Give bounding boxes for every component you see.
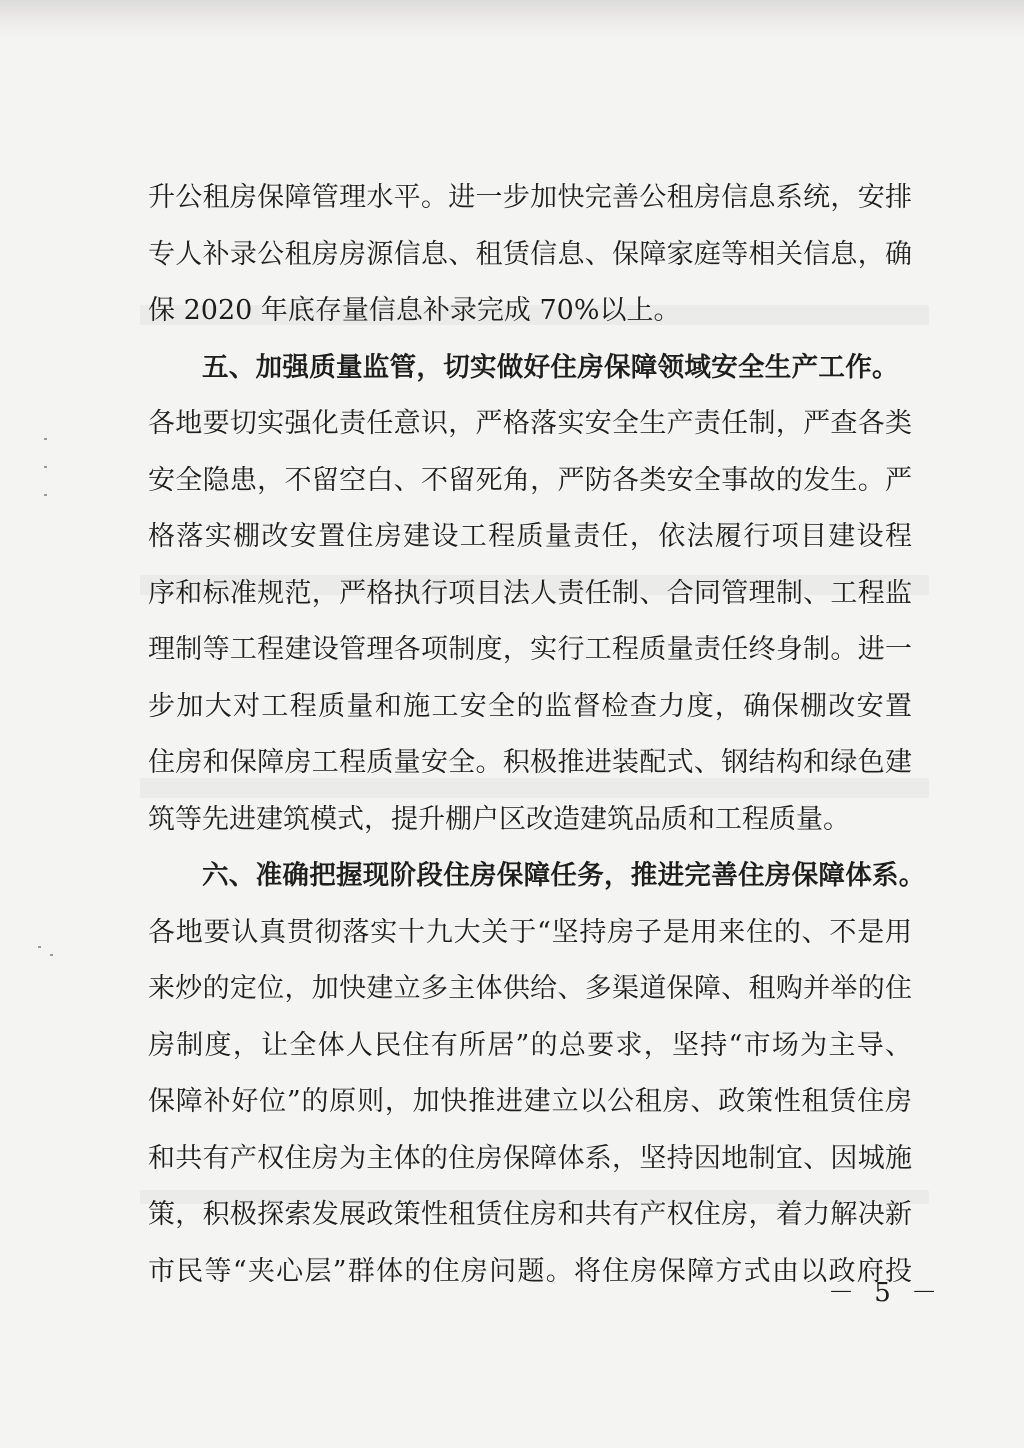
text-line: 市民等“夹心层”群体的住房问题。将住房保障方式由以政府投 <box>148 1255 912 1287</box>
text-line: 保 2020 年底存量信息补录完成 70%以上。 <box>148 295 681 326</box>
scan-top-edge <box>0 0 1024 38</box>
scan-speck <box>44 466 47 468</box>
text-line: 安全隐患，不留空白、不留死角，严防各类安全事故的发生。严 <box>148 464 912 496</box>
scan-speck <box>44 494 47 496</box>
text-line: 升公租房保障管理水平。进一步加快完善公租房信息系统，安排 <box>148 182 912 213</box>
section-heading-6: 六、准确把握现阶段住房保障任务，推进完善住房保障体系。 <box>202 860 926 891</box>
text-line: 保障补好位”的原则，加快推进建立以公租房、政策性租赁住房 <box>148 1086 912 1117</box>
text-line: 策，积极探索发展政策性租赁住房和共有产权住房，着力解决新 <box>148 1199 912 1230</box>
text-line: 步加大对工程质量和施工安全的监督检查力度，确保棚改安置 <box>148 690 912 722</box>
text-line: 各地要认真贯彻落实十九大关于“坚持房子是用来住的、不是用 <box>148 916 912 948</box>
text-line: 和共有产权住房为主体的住房保障体系，坚持因地制宜、因城施 <box>148 1142 912 1174</box>
scan-speck <box>38 946 41 948</box>
scan-speck <box>44 438 47 440</box>
text-line: 专人补录公租房房源信息、租赁信息、保障家庭等相关信息，确 <box>148 238 912 270</box>
text-line: 住房和保障房工程质量安全。积极推进装配式、钢结构和绿色建 <box>148 747 912 778</box>
text-line: 房制度，让全体人民住有所居”的总要求，坚持“市场为主导、 <box>148 1029 912 1061</box>
document-body <box>148 170 926 1300</box>
scan-speck <box>50 954 53 956</box>
text-line: 序和标准规范，严格执行项目法人责任制、合同管理制、工程监 <box>148 577 912 609</box>
page-number: － 5 － <box>828 1278 944 1308</box>
text-line: 来炒的定位，加快建立多主体供给、多渠道保障、租购并举的住 <box>148 973 912 1004</box>
text-line: 理制等工程建设管理各项制度，实行工程质量责任终身制。进一 <box>148 634 912 665</box>
section-heading-5: 五、加强质量监管，切实做好住房保障领域安全生产工作。 <box>202 351 899 383</box>
text-line: 筑等先进建筑模式，提升棚户区改造建筑品质和工程质量。 <box>148 803 850 835</box>
text-line: 各地要切实强化责任意识，严格落实安全生产责任制，严查各类 <box>148 408 912 439</box>
text-line: 格落实棚改安置住房建设工程质量责任，依法履行项目建设程 <box>148 521 912 552</box>
